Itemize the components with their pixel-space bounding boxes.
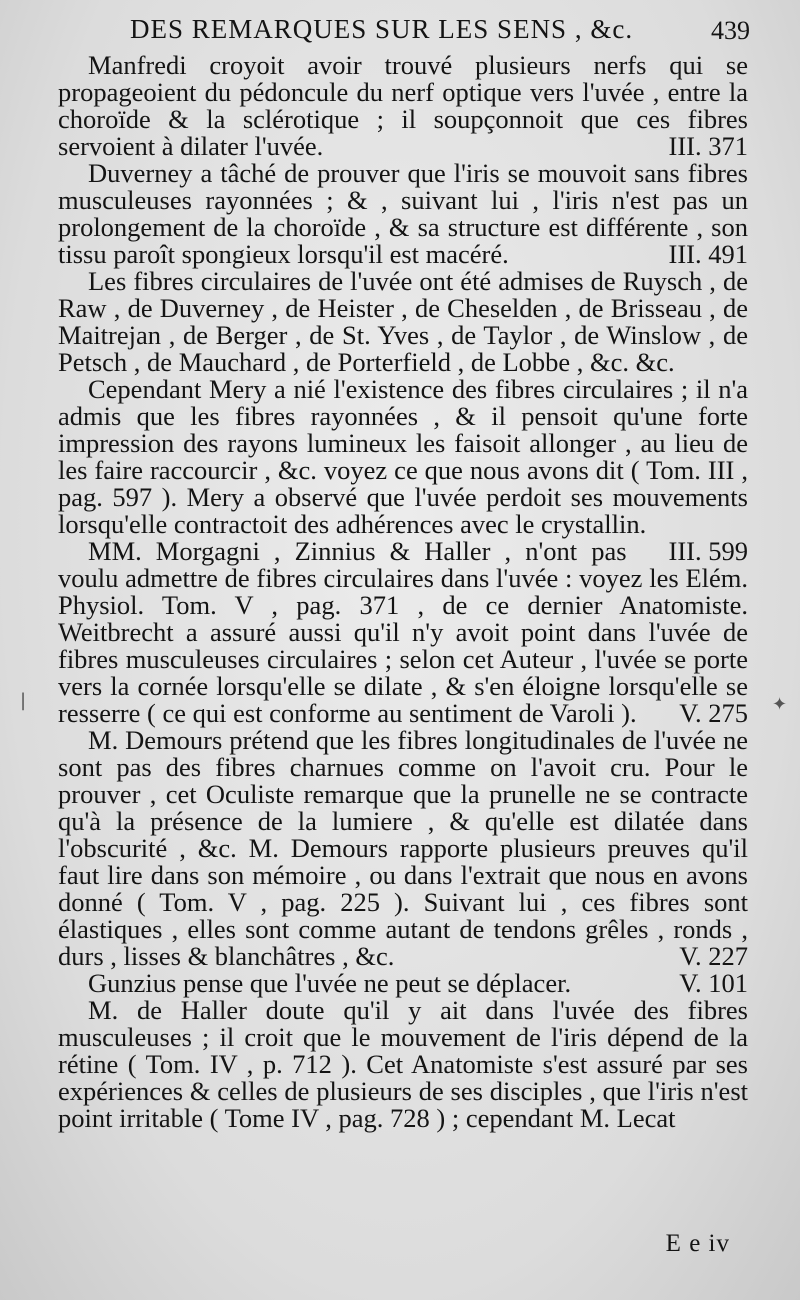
- margin-tick-mark: |: [20, 690, 27, 711]
- paragraph-text: Manfredi croyoit avoir trouvé plusieurs nerfs qui se propageoient du pédoncule du nerf optique vers l'uvée , entre la choroïde & la sclérotique ; il soupçonnoit que ces fibres servoient à dilater l'uvée.: [58, 50, 748, 161]
- paragraph-text: Gunzius pense que l'uvée ne peut se déplacer.: [88, 968, 572, 998]
- volume-reference: III. 371: [668, 131, 748, 161]
- body-text: [58, 52, 748, 1132]
- paragraph: [58, 52, 748, 160]
- page-header: [100, 14, 760, 54]
- signature-mark: E e iv: [665, 1230, 730, 1257]
- paragraph: [58, 374, 748, 566]
- paragraph-text: Cependant Mery a nié l'existence des fibres circulaires ; il n'a admis que les fibres rayonnées , & il pensoit qu'une forte impression des rayons lumineux les faisoit allonger , au lieu de les faire raccourcir , &c. voyez ce que nous avons dit ( Tom. III , pag. 597 ). Mery a observé que l'uvée perdoit ses mouvements lorsqu'elle contractoit des adhérences avec le crystallin.: [58, 374, 748, 539]
- paragraph: [58, 727, 748, 970]
- volume-reference: III. 599: [668, 536, 748, 566]
- paragraph: [58, 970, 748, 997]
- paragraph: [58, 268, 748, 376]
- paragraph-text: Les fibres circulaires de l'uvée ont été admises de Ruysch , de Raw , de Duverney , de Heister , de Cheselden , de Brisseau , de Maitrejan , de Berger , de St. Yves , de Taylor , de Winslow , de Petsch , de Mauchard , de Porterfield , de Lobbe , &c. &c.: [58, 266, 748, 377]
- volume-reference: V. 275: [679, 698, 748, 728]
- running-title: DES REMARQUES SUR LES SENS , &c.: [130, 14, 634, 44]
- paragraph: [58, 160, 748, 268]
- paragraph-text: MM. Morgagni , Zinnius & Haller , n'ont pas voulu admettre de fibres circulaires dans l'uvée : voyez les Elém. Physiol. Tom. V , pag. 371 , de ce dernier Anatomiste. Weitbrecht a assuré aussi qu'il n'y avoit point dans l'uvée de fibres musculeuses circulaires ; selon cet Auteur , l'uvée se porte vers la cornée lorsqu'elle se dilate , & s'en éloigne lorsqu'elle se resserre ( ce qui est conforme au sentiment de Varoli ).: [58, 536, 748, 728]
- paragraph-text: M. Demours prétend que les fibres longitudinales de l'uvée ne sont pas des fibres charnues comme on l'avoit cru. Pour le prouver , cet Oculiste remarque que la prunelle ne se contracte qu'à la présence de la lumiere , & qu'elle est dilatée dans l'obscurité , &c. M. Demours rapporte plusieurs preuves qu'il faut lire dans son mémoire , ou dans l'extrait que nous en avons donné ( Tom. V , pag. 225 ). Suivant lui , ces fibres sont élastiques , elles sont comme autant de tendons grêles , ronds , durs , lisses & blanchâtres , &c.: [58, 725, 748, 971]
- paragraph-text: Duverney a tâché de prouver que l'iris se mouvoit sans fibres musculeuses rayonnées ; & , suivant lui , l'iris n'est pas un prolongement de la choroïde , & sa structure est différente , son tissu paroît spongieux lorsqu'il est macéré.: [58, 158, 748, 269]
- paragraph: [58, 997, 748, 1132]
- margin-ink-mark: ✦: [772, 694, 788, 715]
- volume-reference: V. 227: [679, 941, 748, 971]
- page-number: 439: [711, 16, 750, 45]
- volume-reference: III. 491: [668, 239, 748, 269]
- paragraph-text: M. de Haller doute qu'il y ait dans l'uvée des fibres musculeuses ; il croit que le mouvement de l'iris dépend de la rétine ( Tom. IV , p. 712 ). Cet Anatomiste s'est assuré par ses expériences & celles de plusieurs de ses disciples , que l'iris n'est point irritable ( Tome IV , pag. 728 ) ; cependant M. Lecat: [58, 995, 748, 1133]
- paragraph: [58, 538, 748, 727]
- volume-reference: V. 101: [679, 968, 748, 998]
